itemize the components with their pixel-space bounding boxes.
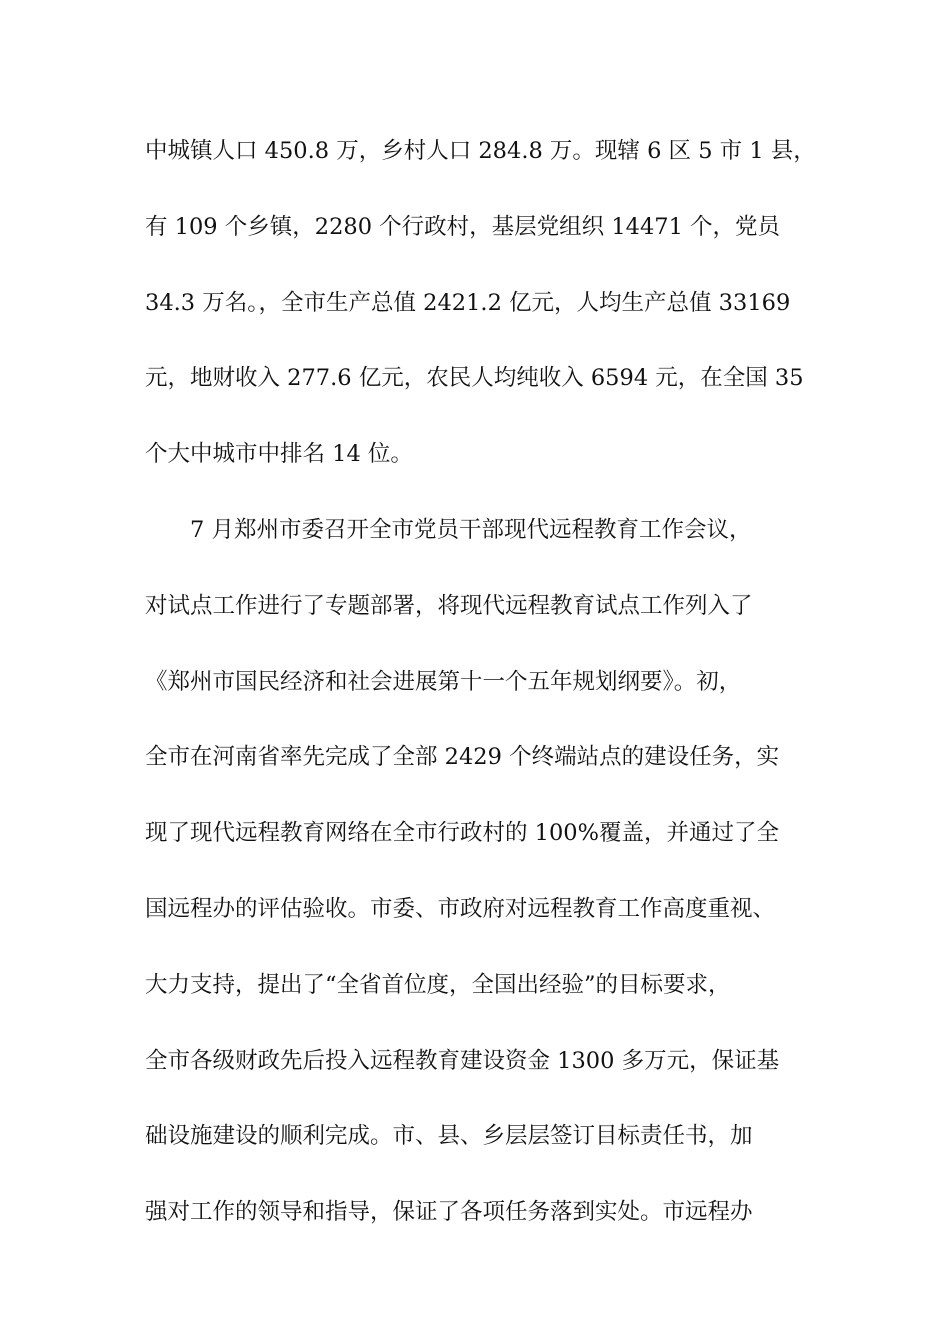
text-line: 全市各级财政先后投入远程教育建设资金 1300 多万元，保证基 <box>145 1047 780 1074</box>
text-line: 础设施建设的顺利完成。市、县、乡层层签订目标责任书，加 <box>145 1123 753 1150</box>
text-line: 中城镇人口 450.8 万，乡村人口 284.8 万。现辖 6 区 5 市 1 县， <box>145 138 816 164</box>
paragraph-1 <box>145 127 815 506</box>
text-line: 个大中城市中排名 14 位。 <box>145 441 413 468</box>
paragraph-2 <box>145 506 815 1264</box>
text-line: 大力支持，提出了“全省首位度，全国出经验”的目标要求， <box>145 971 731 998</box>
text-line: 元，地财收入 277.6 亿元，农民人均纯收入 6594 元，在全国 35 <box>145 365 804 392</box>
document-body <box>145 127 815 1264</box>
text-line: 强对工作的领导和指导，保证了各项任务落到实处。市远程办 <box>145 1199 753 1226</box>
text-line: 对试点工作进行了专题部署，将现代远程教育试点工作列入了 <box>145 592 753 619</box>
text-line: 现了现代远程教育网络在全市行政村的 100%覆盖，并通过了全 <box>145 820 779 847</box>
text-line: 7 月郑州市委召开全市党员干部现代远程教育工作会议， <box>190 516 752 543</box>
text-line: 《郑州市国民经济和社会进展第十一个五年规划纲要》。初， <box>145 668 742 695</box>
text-line: 34.3 万名。，全市生产总值 2421.2 亿元，人均生产总值 33169 <box>145 289 791 316</box>
text-line: 国远程办的评估验收。市委、市政府对远程教育工作高度重视、 <box>145 895 776 922</box>
text-line: 全市在河南省率先完成了全部 2429 个终端站点的建设任务，实 <box>145 744 780 771</box>
text-line: 有 109 个乡镇，2280 个行政村，基层党组织 14471 个，党员 <box>145 213 781 240</box>
